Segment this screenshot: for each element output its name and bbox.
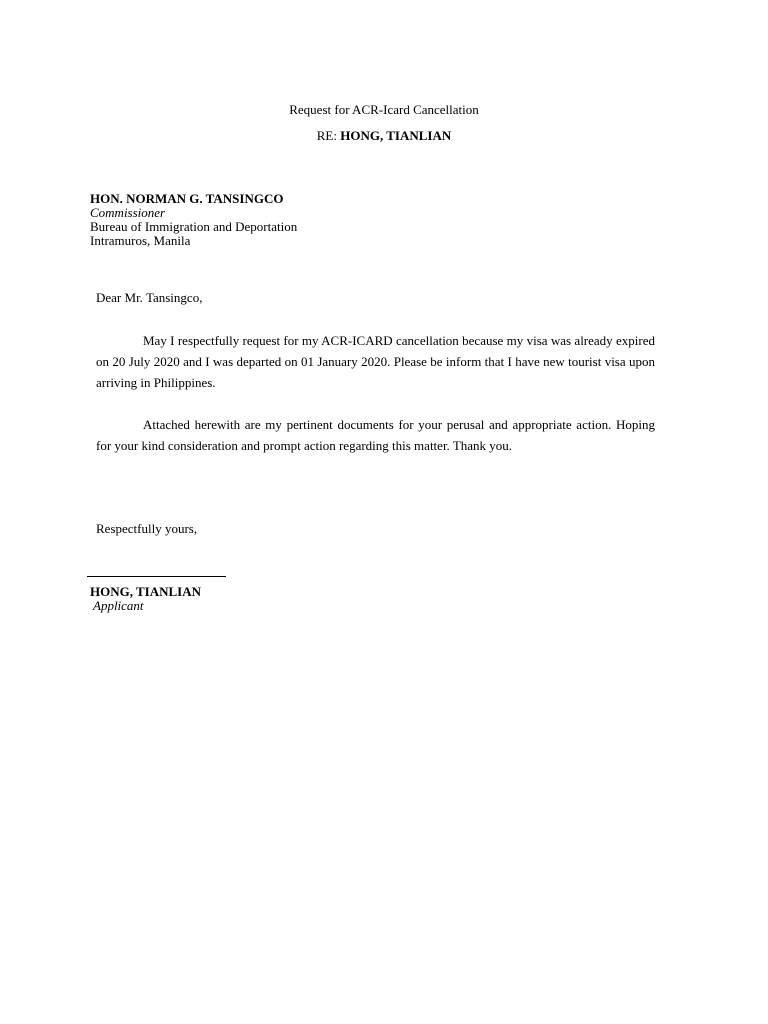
document-title: Request for ACR-Icard Cancellation	[289, 102, 479, 117]
re-prefix: RE:	[316, 128, 337, 143]
re-line	[0, 128, 768, 144]
salutation: Dear Mr. Tansingco,	[96, 290, 203, 305]
recipient-address: Intramuros, Manila	[90, 233, 191, 248]
body-paragraph-1: May I respectfully request for my ACR-ICARD cancellation because my visa was already expired on 20 July 2020 and I was departed on 01 January 2020. Please be inform that I have new tourist visa upon arriving in Philippines.	[96, 333, 655, 390]
signatory-name: HONG, TIANLIAN	[90, 584, 202, 599]
recipient-office: Bureau of Immigration and Deportation	[90, 219, 298, 234]
closing: Respectfully yours,	[96, 521, 198, 536]
recipient-position: Commissioner	[90, 205, 166, 220]
signatory-role: Applicant	[93, 598, 144, 613]
signature-line	[87, 576, 226, 577]
re-name: HONG, TIANLIAN	[340, 128, 452, 143]
recipient-name: HON. NORMAN G. TANSINGCO	[90, 191, 284, 206]
body-paragraph-2: Attached herewith are my pertinent documents for your perusal and appropriate action. Hoping for your kind consideration and prompt action regarding this matter. Thank you.	[96, 417, 655, 453]
